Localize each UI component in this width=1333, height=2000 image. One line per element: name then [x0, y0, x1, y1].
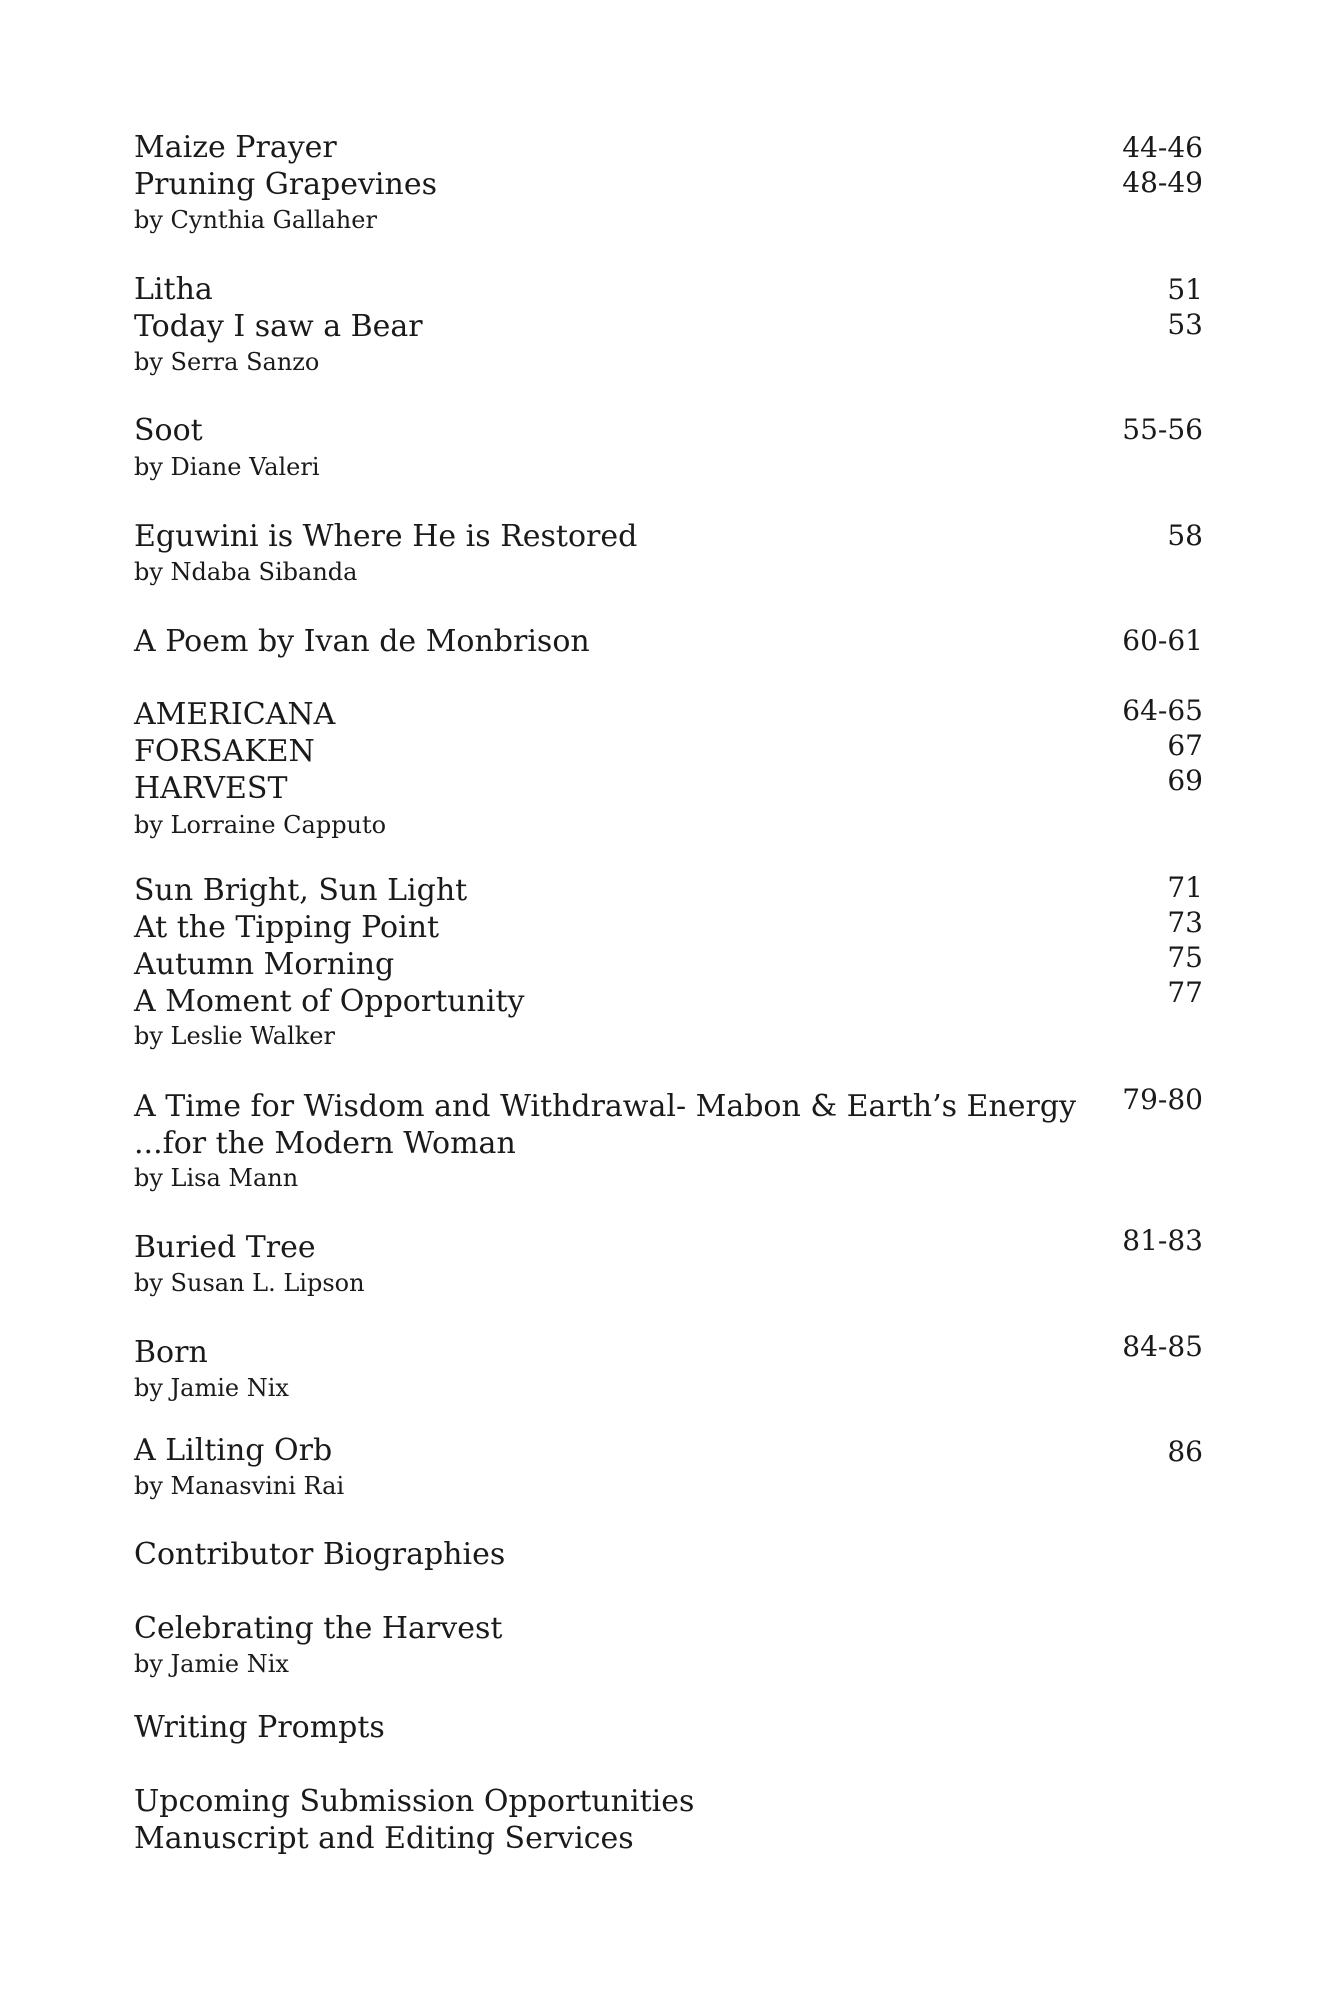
- toc-author: by Lorraine Capputo: [134, 811, 387, 839]
- toc-title: ...for the Modern Woman: [134, 1126, 516, 1161]
- toc-author: by Susan L. Lipson: [134, 1269, 365, 1297]
- toc-author: by Diane Valeri: [134, 453, 320, 481]
- toc-page-number: 77: [1167, 976, 1203, 1009]
- toc-page-number: 58: [1167, 519, 1203, 552]
- toc-title: Autumn Morning: [134, 947, 395, 982]
- toc-page-number: 81-83: [1122, 1224, 1203, 1257]
- toc-page-number: 55-56: [1122, 413, 1203, 446]
- toc-page-number: 60-61: [1122, 624, 1203, 657]
- toc-author: by Serra Sanzo: [134, 348, 320, 376]
- toc-author: by Jamie Nix: [134, 1374, 289, 1402]
- toc-title: A Time for Wisdom and Withdrawal- Mabon & Earth’s Energy: [134, 1089, 1077, 1124]
- toc-title: At the Tipping Point: [134, 910, 440, 945]
- toc-title: FORSAKEN: [134, 734, 315, 769]
- toc-title: Soot: [134, 413, 203, 448]
- toc-title: Pruning Grapevines: [134, 167, 437, 202]
- toc-title: HARVEST: [134, 771, 288, 806]
- toc-title: AMERICANA: [134, 697, 336, 732]
- toc-page-number: 64-65: [1122, 694, 1203, 727]
- toc-page-number: 86: [1167, 1435, 1203, 1468]
- toc-page-number: 73: [1167, 906, 1203, 939]
- toc-page-number: 75: [1167, 941, 1203, 974]
- toc-author: by Leslie Walker: [134, 1022, 335, 1050]
- toc-author: by Lisa Mann: [134, 1164, 299, 1192]
- toc-title: Celebrating the Harvest: [134, 1611, 503, 1646]
- toc-title: Manuscript and Editing Services: [134, 1821, 634, 1856]
- toc-page-number: 69: [1167, 764, 1203, 797]
- toc-title: Buried Tree: [134, 1230, 316, 1265]
- toc-title: A Lilting Orb: [134, 1433, 333, 1468]
- toc-title: Writing Prompts: [134, 1710, 385, 1745]
- toc-author: by Cynthia Gallaher: [134, 206, 377, 234]
- toc-page-number: 79-80: [1122, 1083, 1203, 1116]
- toc-title: Contributor Biographies: [134, 1537, 506, 1572]
- toc-title: A Moment of Opportunity: [134, 984, 525, 1019]
- toc-title: Sun Bright, Sun Light: [134, 873, 468, 908]
- toc-author: by Manasvini Rai: [134, 1472, 345, 1500]
- toc-author: by Ndaba Sibanda: [134, 558, 358, 586]
- toc-page-number: 84-85: [1122, 1330, 1203, 1363]
- toc-page-number: 44-46: [1122, 131, 1203, 164]
- toc-title: Litha: [134, 272, 213, 307]
- toc-page-number: 53: [1167, 308, 1203, 341]
- toc-page-number: 48-49: [1122, 166, 1203, 199]
- toc-title: Today I saw a Bear: [134, 309, 423, 344]
- toc-author: by Jamie Nix: [134, 1650, 289, 1678]
- toc-title: A Poem by Ivan de Monbrison: [134, 624, 590, 659]
- toc-title: Born: [134, 1335, 208, 1370]
- toc-title: Upcoming Submission Opportunities: [134, 1784, 695, 1819]
- toc-page-number: 51: [1167, 273, 1203, 306]
- toc-title: Eguwini is Where He is Restored: [134, 519, 638, 554]
- toc-title: Maize Prayer: [134, 130, 337, 165]
- toc-page-number: 67: [1167, 729, 1203, 762]
- toc-page-number: 71: [1167, 871, 1203, 904]
